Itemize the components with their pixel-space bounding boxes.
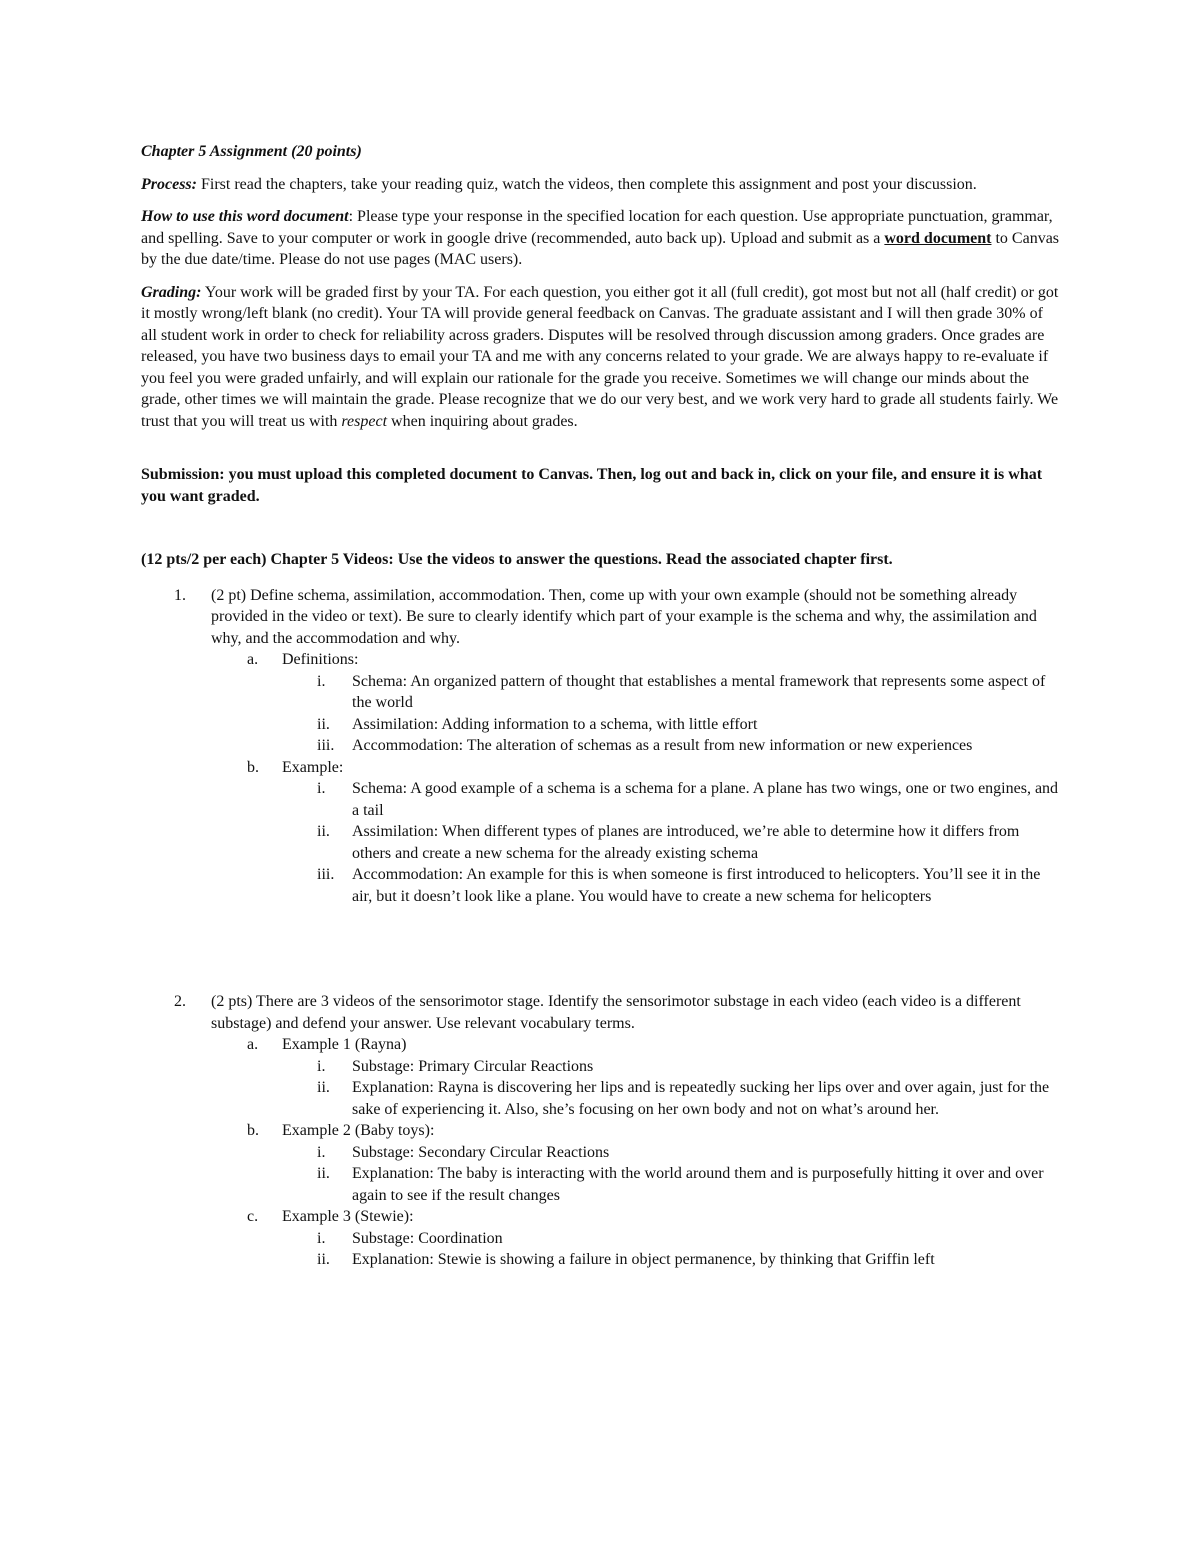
list-item [141,649,1061,671]
answer-text: Explanation: Stewie is showing a failure in object permanence, by thinking that Griffin left [352,1251,935,1268]
question-2 [141,991,1061,1034]
section-heading: (12 pts/2 per each) Chapter 5 Videos: Use the videos to answer the questions. Read the associated chapter first. [141,551,893,568]
grading-text-end: when inquiring about grades. [387,412,578,430]
answer-text: Substage: Secondary Circular Reactions [352,1143,610,1161]
grading-paragraph [141,282,1061,433]
list-marker: c. [247,1208,259,1225]
list-item [141,1120,1061,1142]
answer-text: Substage: Primary Circular Reactions [352,1057,594,1075]
list-marker: i. [317,1229,326,1247]
list-item [141,864,1061,907]
process-paragraph [141,174,1061,196]
sub-heading: Example: [282,758,344,776]
answer-text: Schema: An organized pattern of thought that establishes a mental framework that represents some aspect of the world [352,672,1046,711]
question-number: 2. [174,993,186,1010]
list-item [141,735,1061,757]
word-document-emphasis: word document [884,229,992,247]
list-item [141,1077,1061,1120]
question-text: (2 pt) Define schema, assimilation, accommodation. Then, come up with your own example (should not be something already provided in the video or text). Be sure to clearly identify which part of your example is the schema and why, the assimilation and why, and the accommodation and why. [211,586,1037,647]
answer-text: Explanation: Rayna is discovering her lips and is repeatedly sucking her lips over and over again, just for the sake of experiencing it. Also, she’s focusing on her own body and not on what’s around her. [352,1079,1050,1118]
list-item [141,757,1061,779]
list-marker: ii. [317,715,330,733]
howto-text-end: to Canvas by the due date/time. Please do not use pages (MAC users). [141,229,1060,268]
howto-paragraph [141,206,1061,271]
answer-text: Accommodation: The alteration of schemas as a result from new information or new experiences [352,737,973,754]
respect-emphasis: respect [341,412,388,430]
list-marker: ii. [317,1079,330,1096]
grading-text: Your work will be graded first by your TA. For each question, you either got it all (full credit), got most but not all (half credit) or got it mostly wrong/left blank (no credit). Your TA will provide general feedback on Canvas. The graduate assistant and I will then grade 30% of all student work in order to check for reliability across graders. Disputes will be resolved through discussion among graders. Once grades are released, you have two business days to email your TA and me with any concerns related to your grade. We are always happy to re-evaluate if you feel you were graded unfairly, and will explain our rationale for the grade you receive. Sometimes we will change our minds about the grade, other times we will maintain the grade. Please recognize that we do our very best, and we work very hard to grade all students fairly. We trust that you will treat us with [141,283,1059,430]
howto-text: : Please type your response in the specified location for each question. Use appropriate punctuation, grammar, and spelling. Save to your computer or work in google drive (recommended, auto back up). Upload and submit as a [141,208,1053,247]
list-marker: ii. [317,1251,330,1268]
sub-heading: Example 3 (Stewie): [282,1208,414,1225]
list-marker: b. [247,1122,259,1139]
list-marker: iii. [317,866,335,883]
process-text: First read the chapters, take your reading quiz, watch the videos, then complete this assignment and post your discussion. [196,175,977,193]
answer-text: Substage: Coordination [352,1229,503,1247]
answer-text: Assimilation: When different types of planes are introduced, we’re able to determine how it differs from others and create a new schema for the already existing schema [352,823,1020,862]
answer-text: Accommodation: An example for this is when someone is first introduced to helicopters. You’ll see it in the air, but it doesn’t look like a plane. You would have to create a new schema for helicopters [352,866,1041,905]
list-item [141,1142,1061,1164]
list-marker: i. [317,1143,326,1161]
list-item [141,1228,1061,1250]
list-marker: i. [317,672,326,690]
list-item [141,671,1061,714]
list-marker: i. [317,780,326,797]
list-marker: a. [247,1036,259,1053]
submission-instructions: Submission: you must upload this completed document to Canvas. Then, log out and back in, click on your file, and ensure it is what you want graded. [141,466,1043,505]
list-item [141,714,1061,736]
process-label: Process: [141,175,197,193]
grading-label: Grading: [141,283,202,301]
list-marker: a. [247,651,259,668]
list-marker: b. [247,758,259,776]
list-item [141,1163,1061,1206]
sub-heading: Example 1 (Rayna) [282,1036,407,1053]
answer-text: Assimilation: Adding information to a schema, with little effort [352,715,758,733]
list-marker: ii. [317,1165,330,1182]
list-marker: ii. [317,823,330,840]
sub-heading: Example 2 (Baby toys): [282,1122,435,1139]
list-item [141,1056,1061,1078]
list-marker: iii. [317,737,335,754]
sub-heading: Definitions: [282,651,359,668]
list-item [141,1206,1061,1228]
question-text: (2 pts) There are 3 videos of the sensorimotor stage. Identify the sensorimotor substage in each video (each video is a different substage) and defend your answer. Use relevant vocabulary terms. [211,993,1021,1032]
question-1 [141,585,1061,650]
list-item [141,821,1061,864]
list-item [141,778,1061,821]
list-marker: i. [317,1057,326,1075]
assignment-title: Chapter 5 Assignment (20 points) [141,143,362,160]
question-number: 1. [174,586,186,604]
list-item [141,1034,1061,1056]
answer-text: Explanation: The baby is interacting with the world around them and is purposefully hitting it over and over again to see if the result changes [352,1165,1044,1204]
document-body [141,141,1061,1271]
howto-label: How to use this word document [141,208,349,225]
answer-text: Schema: A good example of a schema is a schema for a plane. A plane has two wings, one or two engines, and a tail [352,780,1059,819]
list-item [141,1249,1061,1271]
